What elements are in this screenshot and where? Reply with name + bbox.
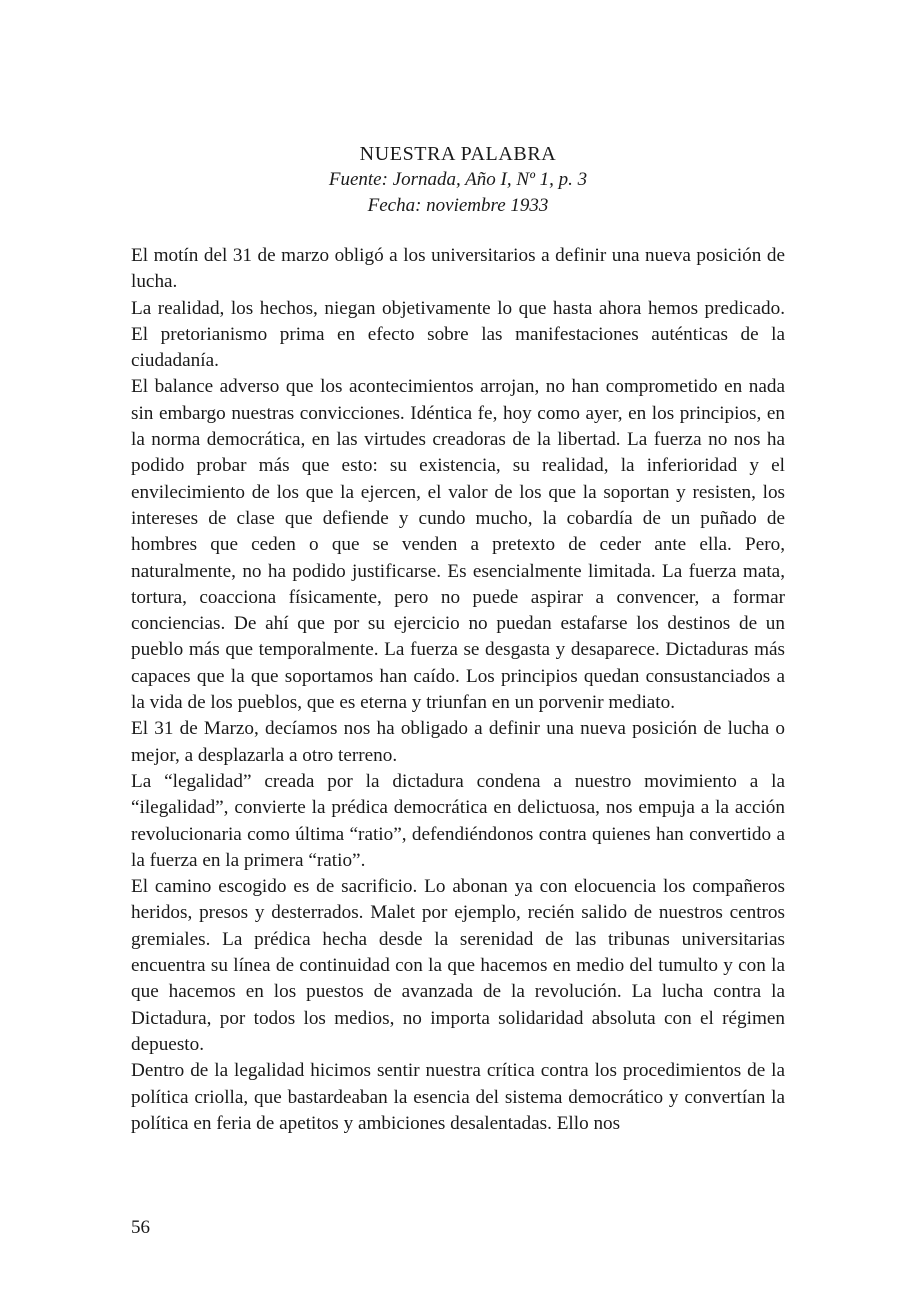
article-title: NUESTRA PALABRA (359, 143, 557, 165)
article-date: Fecha: noviembre 1933 (367, 195, 549, 216)
article-source: Fuente: Jornada, Año I, Nº 1, p. 3 (328, 169, 588, 190)
paragraph: El motín del 31 de marzo obligó a los universitarios a definir una nueva posición de lucha. (131, 245, 785, 293)
article-header (0, 141, 916, 219)
paragraph: El 31 de Marzo, decíamos nos ha obligado a definir una nueva posición de lucha o mejor, a desplazarla a otro terreno. (131, 718, 785, 766)
paragraph: La “legalidad” creada por la dictadura condena a nuestro movimiento a la “ilegalidad”, convierte la prédica democrática en delictuosa, nos empuja a la acción revolucionaria como última “ratio”, defendiéndonos contra quienes han convertido a la fuerza en la primera “ratio”. (131, 770, 785, 871)
paragraph: Dentro de la legalidad hicimos sentir nuestra crítica contra los procedimientos de la política criolla, que bastardeaban la esencia del sistema democrático y convertían la política en feria de apetitos y ambiciones desalentadas. Ello nos (131, 1060, 785, 1134)
paragraph: El balance adverso que los acontecimientos arrojan, no han comprometido en nada sin embargo nuestras convicciones. Idéntica fe, hoy como ayer, en los principios, en la norma democrática, en las virtudes creadoras de la libertad. La fuerza no nos ha podido probar más que esto: su existencia, su realidad, la inferioridad y el envilecimiento de los que la ejercen, el valor de los que la soportan y resisten, los intereses de clase que defiende y cundo mucho, la cobardía de un puñado de hombres que ceden o que se venden a pretexto de ceder ante ella. Pero, naturalmente, no ha podido justificarse. Es esencialmente limitada. La fuerza mata, tortura, coacciona físicamente, pero no puede aspirar a convencer, a formar conciencias. De ahí que por su ejercicio no puedan estafarse los destinos de un pueblo más que temporalmente. La fuerza se desgasta y desaparece. Dictaduras más capaces que la que soportamos han caído. Los principios quedan consustanciados a la vida de los pueblos, que es eterna y triunfan en un porvenir mediato. (131, 376, 785, 714)
paragraph: La realidad, los hechos, niegan objetivamente lo que hasta ahora hemos predicado. El pretorianismo prima en efecto sobre las manifestaciones auténticas de la ciudadanía. (131, 297, 785, 372)
article-body (131, 243, 785, 1137)
paragraph: El camino escogido es de sacrificio. Lo abonan ya con elocuencia los compañeros heridos, presos y desterrados. Malet por ejemplo, recién salido de nuestros centros gremiales. La prédica hecha desde la serenidad de las tribunas universitarias encuentra su línea de continuidad con la que hacemos en medio del tumulto y con la que hacemos en los puestos de avanzada de la revolución. La lucha contra la Dictadura, por todos los medios, no importa solidaridad absoluta con el régimen depuesto. (131, 876, 785, 1055)
page-number: 56 (131, 1217, 150, 1238)
